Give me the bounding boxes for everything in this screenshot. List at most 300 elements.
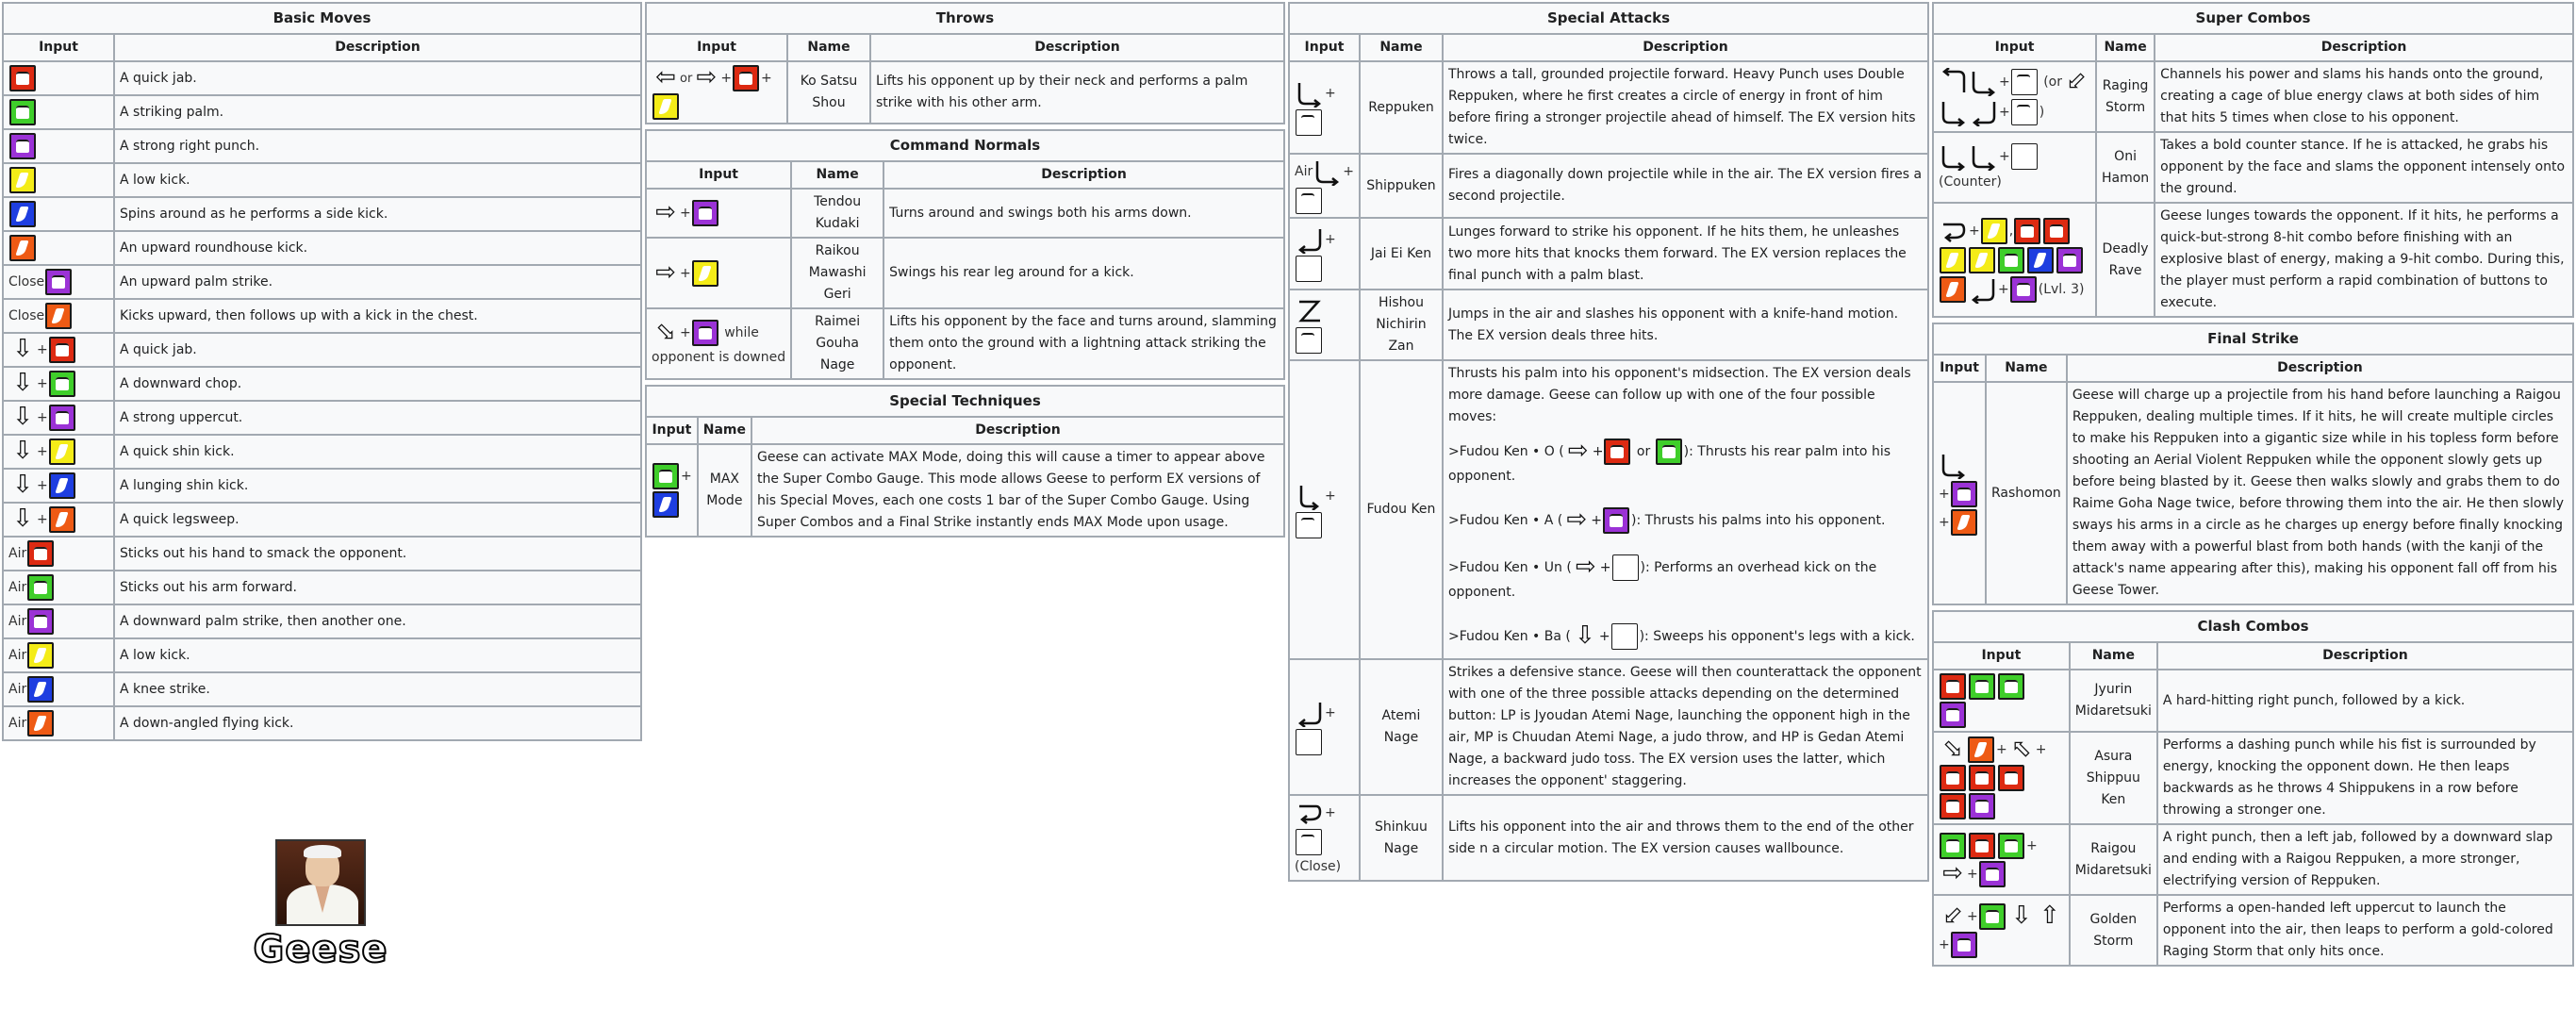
move-name: Raikou Mawashi Geri	[791, 238, 883, 308]
kick-button-icon	[652, 93, 679, 120]
note-text: opponent is downed	[652, 350, 786, 365]
clash-combos-table	[1932, 610, 2574, 967]
kick-button-icon	[49, 439, 75, 465]
quarter-circle-forward-icon	[1296, 79, 1324, 108]
punch-outline-icon	[1296, 327, 1322, 354]
move-name: Oni Hamon	[2096, 132, 2155, 203]
punch-button-icon	[27, 574, 54, 601]
column-header: Description	[751, 417, 1284, 444]
input-prefix: Air	[8, 580, 27, 595]
move-name: Atemi Nage	[1360, 659, 1443, 795]
move-description: Spins around as he performs a side kick.	[114, 197, 641, 231]
punch-button-icon	[1979, 903, 2006, 930]
input-cell	[1933, 670, 2070, 732]
table-caption: Super Combos	[1933, 3, 2573, 34]
kick-button-icon	[45, 303, 72, 329]
input-cell: ⇩ +	[3, 333, 114, 367]
down-arrow-icon: ⇩	[12, 505, 33, 533]
command-normals-table	[645, 129, 1285, 380]
followup-desc: ): Performs an overhead kick on the opponent.	[1447, 560, 1877, 600]
table-row	[1289, 218, 1928, 290]
punch-button-icon	[2014, 218, 2040, 244]
table-row	[1289, 290, 1928, 360]
kick-button-icon	[9, 235, 36, 261]
table-row	[3, 638, 641, 672]
table-row	[1933, 382, 2573, 604]
punch-button-icon	[49, 405, 75, 431]
column-header: Description	[1443, 34, 1928, 61]
input-cell	[3, 537, 114, 571]
table-row	[646, 189, 1284, 238]
or-text: )	[2039, 104, 2045, 120]
move-description: A right punch, then a left jab, followed by a downward slap and ending with a Raigou Reppuken, a more stronger, electrifying version of Reppuken.	[2157, 824, 2573, 895]
followup-desc: ): Sweeps his opponent's legs with a kick.	[1639, 629, 1915, 644]
punch-outline-icon	[1296, 109, 1322, 136]
move-description: A low kick.	[114, 638, 641, 672]
double-qcf-icon	[1970, 142, 1998, 171]
move-name: Raigou Midaretsuki	[2070, 824, 2157, 895]
forward-arrow-icon: ⇨	[1575, 553, 1596, 581]
punch-button-icon	[1979, 861, 2006, 887]
input-cell	[3, 571, 114, 604]
input-cell	[1289, 290, 1360, 360]
move-description: A low kick.	[114, 163, 641, 197]
note-text: (Close)	[1295, 859, 1342, 874]
column-basic	[2, 2, 642, 746]
punch-button-icon	[1969, 793, 1995, 819]
move-description: An upward roundhouse kick.	[114, 231, 641, 265]
followup-item: >Fudou Ken • Un ( ⇨ + ): Performs an overhead kick on the opponent.	[1447, 553, 1877, 600]
punch-button-icon	[45, 269, 72, 295]
column-supers	[1932, 2, 2574, 971]
throws-table	[645, 2, 1285, 124]
double-qcf-icon	[1940, 451, 1968, 479]
move-name: Shinkuu Nage	[1360, 795, 1443, 881]
move-description: A striking palm.	[114, 95, 641, 129]
punch-button-icon	[9, 133, 36, 159]
move-name: Ko Satsu Shou	[787, 61, 870, 124]
table-row	[1289, 61, 1928, 154]
super-combos-table	[1932, 2, 2574, 318]
table-row	[1933, 670, 2573, 732]
punch-button-icon	[2010, 276, 2037, 303]
column-header: Name	[2070, 642, 2157, 670]
input-prefix: Air	[8, 682, 27, 697]
special-attacks-table	[1288, 2, 1929, 882]
move-description: A downward palm strike, then another one.	[114, 604, 641, 638]
input-cell	[3, 265, 114, 299]
forward-arrow-icon: ⇨	[1942, 858, 1963, 887]
input-cell: +	[1289, 360, 1360, 659]
move-description: Sticks out his arm forward.	[114, 571, 641, 604]
punch-button-icon	[49, 337, 75, 363]
punch-button-icon	[1940, 702, 1966, 728]
down-arrow-icon: ⇩	[12, 437, 33, 465]
half-circle-back-icon	[1940, 68, 1968, 96]
table-row	[3, 367, 641, 401]
input-prefix: Air	[8, 614, 27, 629]
punch-button-icon	[9, 65, 36, 91]
double-qcf-icon	[1940, 142, 1968, 171]
table-row	[3, 163, 641, 197]
move-description: Sticks out his hand to smack the opponent.	[114, 537, 641, 571]
punch-button-icon	[1951, 481, 1977, 507]
input-prefix: Air	[8, 546, 27, 561]
move-name: MAX Mode	[698, 444, 751, 537]
column-header: Name	[2096, 34, 2155, 61]
input-cell: ⇦ or ⇨ + +	[646, 61, 787, 124]
table-caption: Special Techniques	[646, 386, 1284, 417]
or-text: or	[1636, 444, 1651, 459]
table-row	[3, 333, 641, 367]
note-text: (Lvl. 3)	[2038, 281, 2085, 297]
input-prefix: Close	[8, 274, 45, 290]
move-description: Geese will charge up a projectile from his hand before launching a Raigou Reppuken, dealing multiple times. If it hits, he will create multiple circles to make his Reppuken into a gigantic size while in his topless form before shooting an Aerial Violent Reppuken while the opponent slowly gets up before being blasted by it. Geese then walks slowly and grabs them to do Raime Goha Nage twice, before throwing them into the air. He then slowly sways his arms in a circle as he charges up energy before finally knocking them away with a powerful blast from both hands (with the kanji of the attack's name appearing after this), making his opponent fall off from his Geese Tower.	[2067, 382, 2573, 604]
move-name: Shippuken	[1360, 154, 1443, 218]
followup-label: >Fudou Ken • Un (	[1447, 560, 1572, 575]
move-description: Lifts his opponent into the air and throws them to the end of the other side n a circular motion. The EX version causes wallbounce.	[1443, 795, 1928, 881]
forward-arrow-icon: ⇨	[1567, 437, 1589, 465]
or-text: or	[680, 72, 693, 86]
table-row	[1933, 824, 2573, 895]
character-portrait	[275, 839, 366, 926]
quarter-circle-forward-icon	[1313, 157, 1342, 186]
input-cell: ⇩ +	[3, 367, 114, 401]
move-name: Hishou Nichirin Zan	[1360, 290, 1443, 360]
kick-button-icon	[49, 472, 75, 499]
kick-outline-icon	[1296, 256, 1322, 282]
input-cell: + ⇨ +	[1933, 824, 2070, 895]
input-cell	[3, 299, 114, 333]
half-circle-forward-icon	[1970, 68, 1998, 96]
kick-button-icon	[1940, 247, 1966, 273]
table-row	[1933, 895, 2573, 966]
column-header: Name	[787, 34, 870, 61]
column-header: Name	[698, 417, 751, 444]
input-cell: +	[1289, 61, 1360, 154]
forward-arrow-icon: ⇨	[655, 198, 676, 226]
input-prefix: Air	[8, 648, 27, 663]
character-portrait-block	[250, 839, 391, 971]
move-description: A down-angled flying kick.	[114, 706, 641, 740]
move-description: A knee strike.	[114, 672, 641, 706]
column-header: Input	[646, 34, 787, 61]
punch-button-icon	[1951, 932, 1977, 958]
full-circle-icon	[1940, 217, 1968, 245]
move-description: Fires a diagonally down projectile while in the air. The EX version fires a second projectile.	[1443, 154, 1928, 218]
special-techniques-table	[645, 385, 1285, 538]
final-strike-table	[1932, 323, 2574, 605]
move-description: Performs a open-handed left uppercut to launch the opponent into the air, then leaps to perform a gold-colored Raging Storm that only hits once.	[2157, 895, 2573, 966]
punch-outline-icon	[1296, 512, 1322, 538]
table-row	[646, 238, 1284, 308]
input-cell	[3, 672, 114, 706]
table-row	[1289, 154, 1928, 218]
move-description: Performs a dashing punch while his fist is surrounded by energy, knocking the opponent down. He then leaps backwards as he throws 4 Shippukens in a row before throwing a stronger one.	[2157, 732, 2573, 824]
column-header: Input	[646, 161, 791, 189]
punch-button-icon	[652, 463, 679, 489]
move-name: Tendou Kudaki	[791, 189, 883, 238]
full-circle-icon	[1296, 799, 1324, 827]
move-description: Takes a bold counter stance. If he is attacked, he grabs his opponent by the face and slams the opponent intensely onto the ground.	[2155, 132, 2573, 203]
table-row	[3, 299, 641, 333]
punch-button-icon	[1940, 833, 1966, 859]
punch-outline-icon	[2011, 99, 2038, 125]
down-forward-arrow-icon: ⬂	[1942, 735, 1963, 763]
followup-item: >Fudou Ken • O ( ⇨ + or ): Thrusts his rear palm into his opponent.	[1447, 437, 1891, 484]
column-header: Input	[1933, 34, 2096, 61]
input-cell: + (or ⬃ + )	[1933, 61, 2096, 132]
table-row	[3, 469, 641, 503]
punch-outline-icon	[2011, 69, 2038, 95]
move-name: Jyurin Midaretsuki	[2070, 670, 2157, 732]
input-cell: ⇩ +	[3, 469, 114, 503]
down-arrow-icon: ⇩	[12, 403, 33, 431]
column-header: Description	[883, 161, 1284, 189]
input-cell	[3, 163, 114, 197]
input-cell: + , + (Lvl. 3)	[1933, 203, 2096, 317]
move-name: Raimei Gouha Nage	[791, 308, 883, 379]
input-cell: ⇩ +	[3, 401, 114, 435]
input-cell	[3, 95, 114, 129]
table-row	[1933, 732, 2573, 824]
input-cell: + +	[1933, 382, 1986, 604]
punch-outline-icon	[1296, 829, 1322, 855]
move-name: Reppuken	[1360, 61, 1443, 154]
table-caption: Final Strike	[1933, 323, 2573, 355]
down-arrow-icon: ⇩	[12, 335, 33, 363]
table-caption: Clash Combos	[1933, 611, 2573, 642]
column-header: Input	[3, 34, 114, 61]
move-name: Jai Ei Ken	[1360, 218, 1443, 290]
down-arrow-icon: ⇩	[12, 369, 33, 397]
input-cell	[3, 129, 114, 163]
column-specials	[1288, 2, 1929, 886]
kick-button-icon	[9, 167, 36, 193]
move-description: A quick jab.	[114, 333, 641, 367]
z-motion-icon	[1296, 297, 1324, 325]
table-row	[646, 308, 1284, 379]
table-row	[3, 129, 641, 163]
move-description: A lunging shin kick.	[114, 469, 641, 503]
punch-button-icon	[1656, 439, 1682, 465]
forward-arrow-icon: ⇨	[655, 257, 676, 287]
input-cell: Air +	[1289, 154, 1360, 218]
punch-button-icon	[49, 371, 75, 397]
column-header: Description	[870, 34, 1284, 61]
down-arrow-icon: ⇩	[1574, 621, 1595, 650]
table-caption: Basic Moves	[3, 3, 641, 34]
punch-outline-icon	[1296, 188, 1322, 214]
move-description: Geese lunges towards the opponent. If it hits, he performs a quick-but-strong 8-hit combo before finishing with an explosive blast of energy, making a 9-hit combo. During this, the player must perform a rapid combination of buttons to execute.	[2155, 203, 2573, 317]
move-description: Lifts his opponent up by their neck and performs a palm strike with his other arm.	[870, 61, 1284, 124]
punch-button-icon	[2043, 218, 2070, 244]
kick-button-icon	[692, 260, 718, 287]
column-header: Description	[2157, 642, 2573, 670]
back-arrow-icon: ⇦	[655, 63, 676, 91]
forward-arrow-icon: ⇨	[696, 63, 718, 91]
input-cell: + (Close)	[1289, 795, 1360, 881]
input-cell: +	[1289, 218, 1360, 290]
punch-button-icon	[733, 65, 759, 91]
column-header: Input	[1933, 355, 1986, 382]
punch-button-icon	[1998, 833, 2024, 859]
input-cell: + (Counter)	[1933, 132, 2096, 203]
kick-button-icon	[652, 491, 679, 518]
move-description: A quick shin kick.	[114, 435, 641, 469]
punch-button-icon	[9, 99, 36, 125]
column-header: Input	[1289, 34, 1360, 61]
quarter-circle-back-icon	[1296, 699, 1324, 727]
kick-button-icon	[2027, 247, 2054, 273]
kick-button-icon	[1968, 736, 1994, 763]
table-row	[3, 197, 641, 231]
punch-button-icon	[27, 608, 54, 635]
punch-button-icon	[1998, 673, 2024, 700]
column-header: Input	[646, 417, 698, 444]
input-cell	[3, 638, 114, 672]
column-throws	[645, 2, 1285, 542]
table-row	[1289, 360, 1928, 659]
followup-label: >Fudou Ken • Ba (	[1447, 629, 1571, 644]
move-description: Channels his power and slams his hands onto the ground, creating a cage of blue energy claws at both sides of him that hits 5 times when close to his opponent.	[2155, 61, 2573, 132]
input-cell: ⇨ +	[646, 238, 791, 308]
followup-desc: ): Thrusts his palms into his opponent.	[1631, 513, 1886, 528]
kick-button-icon	[1951, 509, 1977, 536]
table-row	[646, 444, 1284, 537]
table-row	[646, 61, 1284, 124]
kick-button-icon	[27, 642, 54, 669]
kick-button-icon	[49, 506, 75, 533]
column-header: Name	[1986, 355, 2067, 382]
kick-outline-icon	[1612, 554, 1639, 581]
move-description: Strikes a defensive stance. Geese will then counterattack the opponent with one of the three possible attacks depending on the determined button: LP is Jyoudan Atemi Nage, launching the opponent high in the air, MP is Chuudan Atemi Nage, a judo throw, and HP is Gedan Atemi Nage, a backward judo toss. The EX version uses the latter, which increases the opponent' staggering.	[1443, 659, 1928, 795]
move-description: Jumps in the air and slashes his opponent with a knife-hand motion. The EX version deals three hits.	[1443, 290, 1928, 360]
table-row	[3, 265, 641, 299]
quarter-circle-back-icon	[1296, 225, 1324, 254]
followup-label: >Fudou Ken • O (	[1447, 444, 1564, 459]
move-description: Lunges forward to strike his opponent. If he hits them, he unleashes two more hits that knocks them forward. The EX version replaces the final punch with a palm blast.	[1443, 218, 1928, 290]
down-back-arrow-icon: ⬃	[1942, 901, 1963, 930]
input-cell: ⇩ +	[3, 435, 114, 469]
move-name: Fudou Ken	[1360, 360, 1443, 659]
move-description: A strong right punch.	[114, 129, 641, 163]
move-description: Lifts his opponent by the face and turns around, slamming them onto the ground with a lightning attack striking the opponent.	[883, 308, 1284, 379]
kick-outline-icon	[2011, 143, 2038, 170]
move-description: A downward chop.	[114, 367, 641, 401]
table-caption: Throws	[646, 3, 1284, 34]
table-row	[3, 95, 641, 129]
table-row	[1289, 795, 1928, 881]
punch-button-icon	[1940, 765, 1966, 791]
table-row	[3, 401, 641, 435]
half-circle-icon	[1296, 482, 1324, 510]
kick-button-icon	[9, 201, 36, 227]
input-cell: ⬂ + ⬁ +	[1933, 732, 2070, 824]
up-back-arrow-icon: ⬁	[2010, 735, 2032, 763]
punch-button-icon	[1998, 247, 2024, 273]
table-row	[3, 61, 641, 95]
table-row	[3, 571, 641, 604]
input-cell	[3, 231, 114, 265]
input-cell	[3, 604, 114, 638]
kick-button-icon	[1940, 276, 1966, 303]
input-cell: +	[646, 444, 698, 537]
note-text: while	[724, 325, 759, 340]
move-description: Kicks upward, then follows up with a kick in the chest.	[114, 299, 641, 333]
move-description: A quick legsweep.	[114, 503, 641, 537]
input-cell	[3, 197, 114, 231]
table-row	[3, 537, 641, 571]
table-caption: Command Normals	[646, 130, 1284, 161]
kick-outline-icon	[1611, 623, 1638, 650]
followup-item: >Fudou Ken • Ba ( ⇩ + ): Sweeps his opponent's legs with a kick.	[1447, 621, 1915, 650]
half-circle-forward-icon	[1940, 98, 1968, 126]
table-row	[1933, 203, 2573, 317]
down-arrow-icon: ⇩	[2010, 901, 2032, 930]
table-row	[3, 503, 641, 537]
down-back-arrow-icon: ⬃	[2066, 66, 2087, 95]
move-name: Golden Storm	[2070, 895, 2157, 966]
down-forward-arrow-icon: ⬂	[655, 318, 676, 346]
table-row	[3, 435, 641, 469]
kick-button-icon	[27, 710, 54, 736]
move-description: An upward palm strike.	[114, 265, 641, 299]
table-row	[3, 706, 641, 740]
punch-button-icon	[692, 200, 718, 226]
column-header: Description	[2155, 34, 2573, 61]
fudou-intro: Thrusts his palm into his opponent's midsection. The EX version deals more damage. Geese can follow up with one of the four possible moves:	[1447, 366, 1911, 424]
punch-button-icon	[1998, 765, 2024, 791]
or-text: (or	[2043, 74, 2062, 90]
column-header: Description	[114, 34, 641, 61]
input-prefix: Close	[8, 308, 45, 323]
move-name: Rashomon	[1986, 382, 2067, 604]
input-cell: +	[1289, 659, 1360, 795]
up-arrow-icon: ⇧	[2039, 901, 2060, 930]
column-header: Name	[1360, 34, 1443, 61]
table-row	[3, 604, 641, 638]
forward-arrow-icon: ⇨	[1566, 505, 1588, 534]
move-description: Geese can activate MAX Mode, doing this will cause a timer to appear above the Super Combo Gauge. This mode allows Geese to perform EX versions of his Special Moves, each one costs 1 bar of the Super Combo Gauge. Using Super Combos and a Final Strike instantly ends MAX Mode upon usage.	[751, 444, 1284, 537]
punch-button-icon	[1603, 507, 1629, 534]
kick-button-icon	[27, 676, 54, 703]
move-description: A quick jab.	[114, 61, 641, 95]
move-name: Raging Storm	[2096, 61, 2155, 132]
move-name: Deadly Rave	[2096, 203, 2155, 317]
table-caption: Special Attacks	[1289, 3, 1928, 34]
input-cell: ⬃ + ⇩ ⇧ +	[1933, 895, 2070, 966]
column-header: Description	[2067, 355, 2573, 382]
kick-button-icon	[1969, 247, 1995, 273]
move-description: Throws a tall, grounded projectile forward. Heavy Punch uses Double Reppuken, where he first creates a circle of energy in front of him before firing a stronger projectile ahead of himself. The EX version hits twice.	[1443, 61, 1928, 154]
input-prefix: Air	[8, 716, 27, 731]
followup-item: >Fudou Ken • A ( ⇨ + ): Thrusts his palms into his opponent.	[1447, 505, 1886, 534]
input-cell	[3, 706, 114, 740]
move-name: Asura Shippuu Ken	[2070, 732, 2157, 824]
quarter-circle-back-icon	[1969, 275, 1997, 304]
column-header: Name	[791, 161, 883, 189]
input-cell: ⇨ +	[646, 189, 791, 238]
punch-button-icon	[1940, 793, 1966, 819]
down-arrow-icon: ⇩	[12, 471, 33, 499]
move-description	[1443, 360, 1928, 659]
punch-button-icon	[2056, 247, 2083, 273]
punch-button-icon	[1969, 833, 1995, 859]
followup-desc: ): Thrusts his rear palm into his opponent.	[1447, 444, 1891, 484]
table-row	[1933, 61, 2573, 132]
followup-label: >Fudou Ken • A (	[1447, 513, 1563, 528]
